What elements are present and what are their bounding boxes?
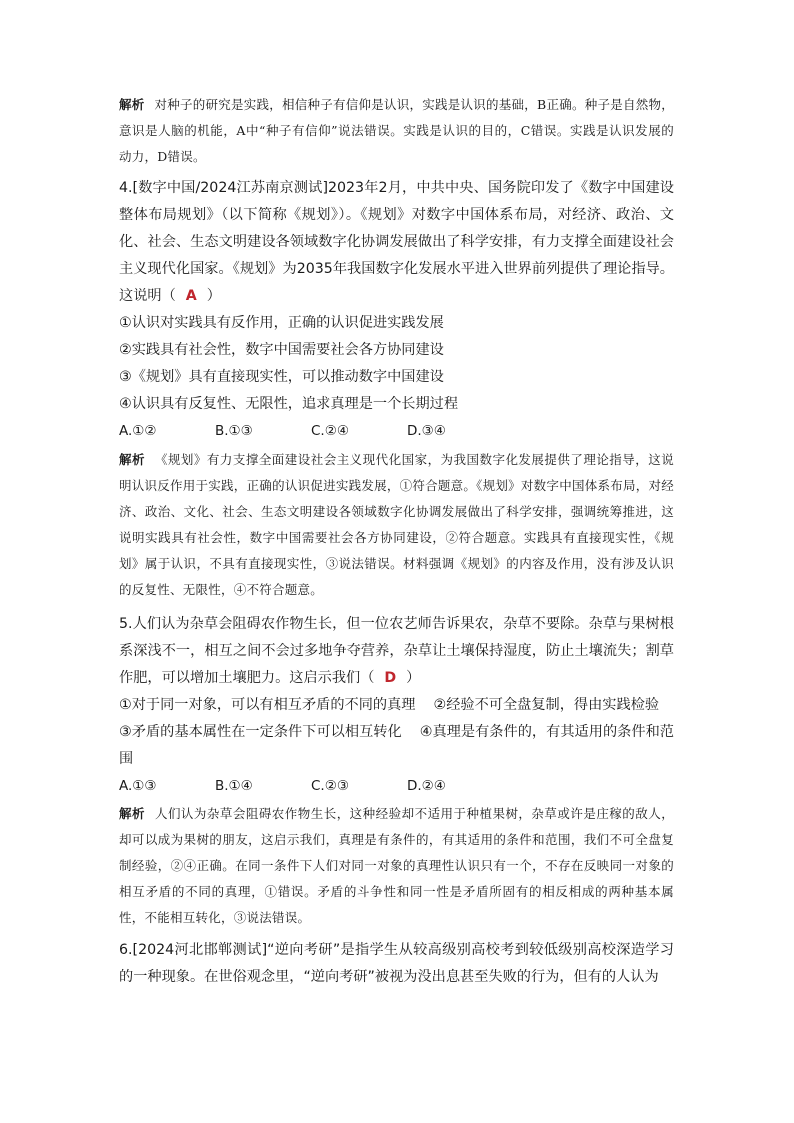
- q4-choice-b: B.①③: [215, 423, 253, 439]
- q4-option-2: ②实践具有社会性，数字中国需要社会各方协同建设: [119, 342, 444, 358]
- q5-choice-a: A.①③: [119, 778, 157, 794]
- q5-analysis: [119, 801, 674, 931]
- q4-stem-text: 4.[数字中国/2024江苏南京测试]2023年2月，中共中央、国务院印发了《数字中国建设整体布局规划》（以下简称《规划》）。《规划》对数字中国体系布局，对经济、政治、文化、社会、生态文明建设各领域数字化协调发展做出了科学安排，有力支撑全面建设社会主义现代化国家。《规划》为2035年我国数字化发展水平进入世界前列提供了理论指导。这说明（: [119, 180, 674, 304]
- q4-option-4: ④认识具有反复性、无限性，追求真理是一个长期过程: [119, 396, 459, 412]
- q4-option-1: ①认识对实践具有反作用，正确的认识促进实践发展: [119, 315, 444, 331]
- q3-analysis-text: 对种子的研究是实践，相信种子有信仰是认识，实践是认识的基础，B正确。种子是自然物，意识是人脑的机能，A中“种子有信仰”说法错误。实践是认识的目的，C错误。实践是认识发展的动力，D错误。: [119, 97, 674, 164]
- q4-option-3: ③《规划》具有直接现实性，可以推动数字中国建设: [119, 369, 444, 385]
- q5-option-4: ④真理是有条件的，有其适用的条件和范围: [119, 724, 674, 767]
- q6-stem-text: 6.[2024河北邯郸测试]“逆向考研”是指学生从较高级别高校考到较低级别高校深造学习的一种现象。在世俗观念里，“逆向考研”被视为没出息甚至失败的行为，但有的人认为: [119, 942, 674, 985]
- q5-option-3: ③矛盾的基本属性在一定条件下可以相互转化: [119, 724, 402, 740]
- q5-choices: [119, 773, 674, 800]
- q4-stem: [119, 175, 674, 310]
- q5-option-1: ①对于同一对象，可以有相互矛盾的不同的真理: [119, 697, 416, 713]
- q5-options-row-1: [119, 692, 674, 719]
- q4-analysis: [119, 447, 674, 603]
- q4-stem-end: ）: [206, 288, 221, 304]
- q5-stem-end: ）: [406, 670, 421, 686]
- analysis-label: 解析: [119, 97, 145, 112]
- q5-stem-text: 5.人们认为杂草会阻碍农作物生长，但一位农艺师告诉果农，杂草不要除。杂草与果树根系深浅不一，相互之间不会过多地争夺营养，杂草让土壤保持湿度，防止土壤流失；割草作肥，可以增加土壤肥力。这启示我们（: [119, 616, 674, 686]
- q4-choice-c: C.②④: [311, 423, 349, 439]
- q5-choice-d: D.②④: [407, 778, 446, 794]
- q4-analysis-text: 《规划》有力支撑全面建设社会主义现代化国家，为我国数字化发展提供了理论指导，这说明认识反作用于实践，正确的认识促进实践发展，①符合题意。《规划》对数字中国体系布局，对经济、政治、文化、社会、生态文明建设各领域数字化协调发展做出了科学安排，强调统筹推进，这说明实践具有社会性，数字中国需要社会各方协同建设，②符合题意。实践具有直接现实性，《规划》属于认识，不具有直接现实性，③说法错误。材料强调《规划》的内容及作用，没有涉及认识的反复性、无限性，④不符合题意。: [119, 452, 674, 597]
- q5-analysis-text: 人们认为杂草会阻碍农作物生长，这种经验却不适用于种植果树，杂草或许是庄稼的敌人，却可以成为果树的朋友，这启示我们，真理是有条件的，有其适用的条件和范围，我们不可全盘复制经验，②④正确。在同一条件下人们对同一对象的真理性认识只有一个，不存在反映同一对象的相互矛盾的不同的真理，①错误。矛盾的斗争性和同一性是矛盾所固有的相反相成的两种基本属性，不能相互转化，③说法错误。: [119, 806, 674, 925]
- q4-choices: [119, 418, 674, 445]
- q4-choice-a: A.①②: [119, 423, 157, 439]
- q4-choice-d: D.③④: [407, 423, 446, 439]
- q3-analysis: [119, 92, 674, 170]
- q5-choice-c: C.②③: [311, 778, 349, 794]
- q6-stem: [119, 937, 674, 991]
- analysis-label: 解析: [119, 806, 145, 821]
- q5-option-2: ②经验不可全盘复制，得由实践检验: [433, 697, 660, 713]
- q5-stem: [119, 611, 674, 692]
- q5-options-row-2: [119, 719, 674, 773]
- q5-choice-b: B.①④: [215, 778, 253, 794]
- q5-answer: D: [384, 670, 397, 686]
- analysis-label: 解析: [119, 452, 145, 467]
- q4-answer: A: [185, 288, 197, 304]
